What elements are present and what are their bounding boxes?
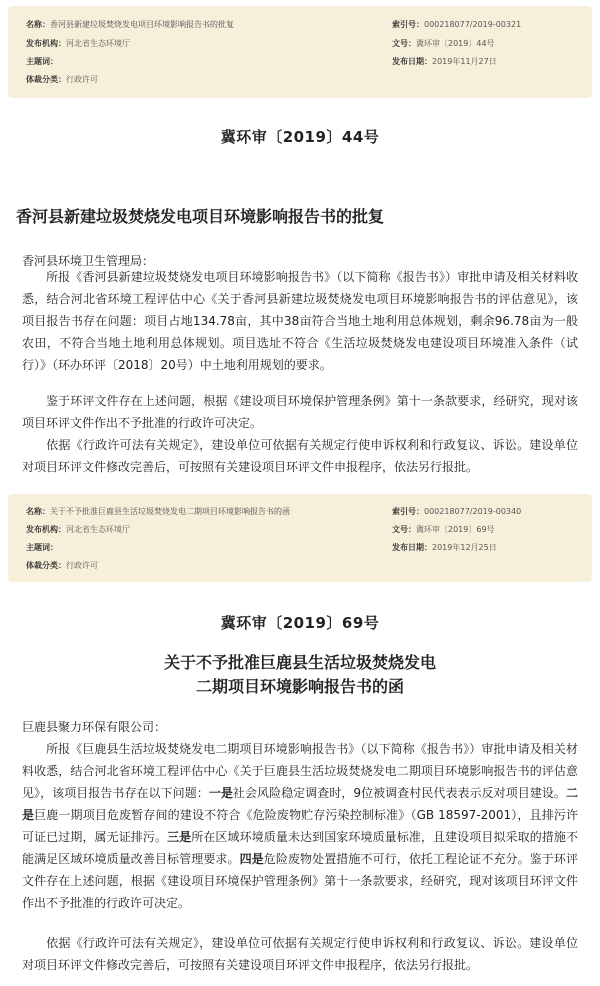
- doc2-meta-docno-value: 冀环审〔2019〕69号: [416, 525, 495, 534]
- doc1-meta-subject: [26, 57, 58, 67]
- doc2-meta-name-key: 名称：: [26, 507, 50, 516]
- doc1-meta-docno-value: 冀环审〔2019〕44号: [416, 39, 495, 48]
- doc1-meta-publisher: [26, 39, 130, 49]
- doc2-paragraph-2-text: 依据《行政许可法有关规定》，建设单位可依据有关规定行使申诉权利和行政复议、诉讼。建设单位对项目环评文件修改完善后，可按照有关建设项目环评文件申报程序，依法另行报批。: [22, 936, 578, 972]
- doc1-meta-docno: [392, 39, 495, 49]
- doc2-meta-docno-key: 文号：: [392, 525, 416, 534]
- doc2-meta-subject-key: 主题词：: [26, 543, 58, 552]
- doc1-meta-name-key: 名称：: [26, 20, 50, 29]
- doc1-meta-index: [392, 20, 521, 30]
- doc1-meta-name: [26, 20, 234, 30]
- doc2-title-line-2: 二期项目环境影响报告书的函: [195, 677, 404, 696]
- doc2-meta-category: [26, 561, 98, 571]
- doc2-addressee: 巨鹿县聚力环保有限公司：: [22, 720, 167, 734]
- doc1-meta-publisher-value: 河北省生态环境厅: [66, 39, 130, 48]
- doc2-paragraph-1-text-a: 所报《巨鹿县生活垃圾焚烧发电二期项目环境影响报告书》（以下简称《报告书》）审批申请及相关材料收悉，结合河北省环境工程评估中心《关于巨鹿县生活垃圾焚烧发电二期项目环境影响报告书的评估意见》，该项目报告书存在以下问题：: [22, 742, 578, 800]
- doc2-meta-subject: [26, 543, 58, 553]
- doc1-paragraph-2-text: 鉴于环评文件存在上述问题，根据《建设项目环境保护管理条例》第十一条款要求，经研究，现对该项目环评文件作出不予批准的行政许可决定。: [22, 394, 578, 430]
- doc2-meta-date: [392, 543, 497, 553]
- doc1-meta-date-value: 2019年11月27日: [432, 57, 497, 66]
- doc2-meta-publisher-key: 发布机构：: [26, 525, 66, 534]
- doc2-paragraph-1: [22, 738, 578, 914]
- doc2-paragraph-1-text-e: 所在区域环境质量未达到国家环境质量标准，且建设项目拟采取的措施不能满足区域环境质量改善目标管理要求。: [22, 830, 578, 866]
- doc1-title: 香河县新建垃圾焚烧发电项目环境影响报告书的批复: [16, 207, 385, 226]
- doc1-meta-panel: [8, 6, 592, 98]
- doc1-meta-subject-key: 主题词：: [26, 57, 58, 66]
- doc2-meta-category-value: 行政许可: [66, 561, 98, 570]
- doc2-point-1-label: 一是: [208, 786, 233, 800]
- doc2-meta-index-key: 索引号：: [392, 507, 424, 516]
- doc2-meta-date-value: 2019年12月25日: [432, 543, 497, 552]
- doc2-meta-name: [26, 507, 290, 517]
- doc1-meta-category: [26, 75, 98, 85]
- doc1-meta-date: [392, 57, 497, 67]
- doc2-point-4-label: 四是: [239, 852, 264, 866]
- doc1-paragraph-3-text: 依据《行政许可法有关规定》，建设单位可依据有关规定行使申诉权利和行政复议、诉讼。建设单位对项目环评文件修改完善后，可按照有关建设项目环评文件申报程序，依法另行报批。: [22, 438, 578, 474]
- doc1-meta-category-value: 行政许可: [66, 75, 98, 84]
- doc2-meta-date-key: 发布日期：: [392, 543, 432, 552]
- doc1-meta-docno-key: 文号：: [392, 39, 416, 48]
- doc1-meta-date-key: 发布日期：: [392, 57, 432, 66]
- doc1-paragraph-3: [22, 434, 578, 478]
- doc1-meta-name-value[interactable]: 香河县新建垃圾焚烧发电项目环境影响报告书的批复: [50, 20, 234, 29]
- doc2-paragraph-1-text-d: 巨鹿一期项目危废暂存间的建设不符合《危险废物贮存污染控制标准》（GB 18597-2001），且排污许可证已过期，属无证排污。: [22, 808, 578, 844]
- doc2-meta-publisher: [26, 525, 130, 535]
- doc1-meta-index-key: 索引号：: [392, 20, 424, 29]
- doc1-paragraph-1-text: 所报《香河县新建垃圾焚烧发电项目环境影响报告书》（以下简称《报告书》）审批申请及相关材料收悉，结合河北省环境工程评估中心《关于香河县新建垃圾焚烧发电项目环境影响报告书的评估意见》，该项目报告书存在问题：项目占地134.78亩，其中38亩符合当地土地利用总体规划，剩余96.78亩为一般农田，不符合当地土地利用总体规划。项目选址不符合《生活垃圾焚烧发电建设项目环境准入条件（试行）》（环办环评〔2018〕20号）中土地利用规划的要求。: [22, 270, 578, 372]
- doc1-document-number: 冀环审〔2019〕44号: [220, 128, 380, 146]
- doc2-meta-panel: [8, 494, 592, 582]
- doc1-meta-index-value: 000218077/2019-00321: [424, 20, 522, 29]
- doc2-meta-category-key: 体裁分类：: [26, 561, 66, 570]
- doc2-point-2-label: 二是: [22, 786, 578, 822]
- doc1-addressee: 香河县环境卫生管理局：: [22, 254, 155, 268]
- doc2-point-3-label: 三是: [167, 830, 192, 844]
- doc1-meta-publisher-key: 发布机构：: [26, 39, 66, 48]
- doc2-document-number: 冀环审〔2019〕69号: [220, 614, 380, 632]
- doc1-paragraph-1: [22, 266, 578, 376]
- doc2-meta-index: [392, 507, 521, 517]
- doc2-title-line-1: 关于不予批准巨鹿县生活垃圾焚烧发电: [163, 653, 436, 672]
- doc2-paragraph-1-text-c: 社会风险稳定调查时，9位被调查村民代表表示反对项目建设。: [232, 786, 566, 800]
- doc2-paragraph-2: [22, 932, 578, 976]
- doc2-paragraph-1-text-f: 危险废物处置措施不可行，依托工程论证不充分。鉴于环评文件存在上述问题，根据《建设项目环境保护管理条例》第十一条款要求，经研究，现对该项目环评文件作出不予批准的行政许可决定。: [22, 852, 578, 910]
- doc1-paragraph-2: [22, 390, 578, 434]
- doc2-meta-publisher-value: 河北省生态环境厅: [66, 525, 130, 534]
- doc1-meta-category-key: 体裁分类：: [26, 75, 66, 84]
- doc2-meta-docno: [392, 525, 495, 535]
- doc2-meta-index-value: 000218077/2019-00340: [424, 507, 522, 516]
- doc2-meta-name-value[interactable]: 关于不予批准巨鹿县生活垃圾焚烧发电二期项目环境影响报告书的函: [50, 507, 290, 516]
